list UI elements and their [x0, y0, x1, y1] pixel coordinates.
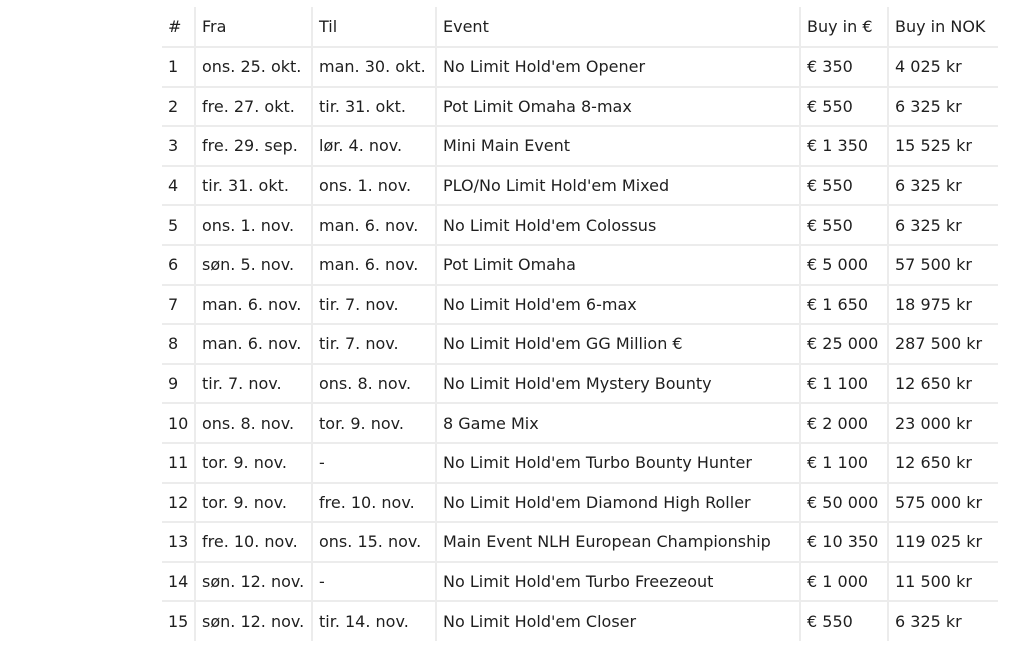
cell-from: ons. 1. nov.	[195, 205, 312, 245]
cell-buyin-nok: 23 000 kr	[888, 403, 998, 443]
cell-from: fre. 10. nov.	[195, 522, 312, 562]
cell-event: Mini Main Event	[436, 126, 800, 166]
cell-buyin-nok: 575 000 kr	[888, 483, 998, 523]
cell-buyin-nok: 287 500 kr	[888, 324, 998, 364]
table-row	[162, 87, 998, 127]
cell-number: 11	[162, 443, 195, 483]
cell-from: tir. 7. nov.	[195, 364, 312, 404]
cell-event: No Limit Hold'em GG Million €	[436, 324, 800, 364]
cell-from: fre. 27. okt.	[195, 87, 312, 127]
cell-buyin-nok: 6 325 kr	[895, 612, 962, 632]
table-row	[162, 443, 998, 483]
cell-buyin-nok: 6 325 kr	[888, 87, 998, 127]
cell-buyin-nok: 12 650 kr	[888, 364, 998, 404]
table-row	[162, 562, 998, 602]
table-row	[162, 166, 998, 206]
cell-buyin-eur: € 550	[800, 205, 888, 245]
cell-from: tir. 31. okt.	[195, 166, 312, 206]
cell-number: 7	[162, 285, 195, 325]
header-buyin-nok: Buy in NOK	[888, 7, 998, 47]
table-row	[162, 126, 998, 166]
cell-from: tor. 9. nov.	[195, 443, 312, 483]
cell-buyin-eur: € 10 350	[800, 522, 888, 562]
cell-buyin-eur: € 50 000	[800, 483, 888, 523]
cell-number: 2	[162, 87, 195, 127]
table-row	[162, 483, 998, 523]
cell-to: -	[312, 562, 436, 602]
cell-to: tir. 31. okt.	[312, 87, 436, 127]
cell-buyin-nok: 12 650 kr	[888, 443, 998, 483]
table-row	[162, 364, 998, 404]
cell-number: 8	[162, 324, 195, 364]
cell-event: No Limit Hold'em Turbo Bounty Hunter	[436, 443, 800, 483]
cell-event: Main Event NLH European Championship	[436, 522, 800, 562]
table-row	[162, 245, 998, 285]
cell-to: ons. 8. nov.	[312, 364, 436, 404]
cell-to: tir. 14. nov.	[312, 601, 436, 641]
cell-event: No Limit Hold'em Opener	[436, 47, 800, 87]
table-row	[162, 601, 998, 641]
cell-from: man. 6. nov.	[195, 324, 312, 364]
cell-number: 6	[162, 245, 195, 285]
header-number: #	[162, 7, 195, 47]
cell-buyin-eur: € 1 000	[800, 562, 888, 602]
cell-from: søn. 12. nov.	[195, 562, 312, 602]
cell-from: fre. 29. sep.	[195, 126, 312, 166]
cell-buyin-eur: € 550	[800, 87, 888, 127]
cell-event: No Limit Hold'em Mystery Bounty	[436, 364, 800, 404]
cell-event: Pot Limit Omaha 8-max	[436, 87, 800, 127]
cell-buyin-eur: € 1 100	[800, 364, 888, 404]
cell-number: 13	[162, 522, 195, 562]
cell-to: man. 30. okt.	[312, 47, 436, 87]
cell-to: lør. 4. nov.	[312, 126, 436, 166]
cell-to: tir. 7. nov.	[312, 285, 436, 325]
cell-number: 12	[162, 483, 195, 523]
cell-to: ons. 15. nov.	[312, 522, 436, 562]
table-row	[162, 285, 998, 325]
cell-number: 4	[162, 166, 195, 206]
cell-buyin-eur: € 1 100	[800, 443, 888, 483]
cell-buyin-eur: € 1 350	[800, 126, 888, 166]
cell-buyin-nok: 6 325 kr	[888, 166, 998, 206]
cell-to: ons. 1. nov.	[312, 166, 436, 206]
cell-event: No Limit Hold'em 6-max	[436, 285, 800, 325]
schedule-table	[162, 7, 998, 641]
cell-from: søn. 12. nov.	[195, 601, 312, 641]
cell-number: 14	[162, 562, 195, 602]
cell-event: No Limit Hold'em Turbo Freezeout	[436, 562, 800, 602]
cell-buyin-eur: € 5 000	[800, 245, 888, 285]
cell-from: tor. 9. nov.	[195, 483, 312, 523]
header-event: Event	[436, 7, 800, 47]
cell-number: 9	[162, 364, 195, 404]
cell-buyin-eur: € 350	[800, 47, 888, 87]
table-row	[162, 205, 998, 245]
cell-to: -	[312, 443, 436, 483]
cell-event: No Limit Hold'em Closer	[436, 601, 800, 641]
cell-buyin-nok: 15 525 kr	[888, 126, 998, 166]
cell-event: No Limit Hold'em Diamond High Roller	[436, 483, 800, 523]
cell-event: Pot Limit Omaha	[436, 245, 800, 285]
cell-to: tir. 7. nov.	[312, 324, 436, 364]
cell-to: man. 6. nov.	[312, 245, 436, 285]
table-row	[162, 403, 998, 443]
cell-from: ons. 8. nov.	[195, 403, 312, 443]
table-row	[162, 324, 998, 364]
table-row	[162, 47, 998, 87]
table-header-row	[162, 7, 998, 47]
cell-buyin-eur: € 25 000	[800, 324, 888, 364]
cell-buyin-eur: € 2 000	[800, 403, 888, 443]
cell-event: PLO/No Limit Hold'em Mixed	[436, 166, 800, 206]
cell-buyin-eur: € 550	[800, 166, 888, 206]
cell-number: 1	[162, 47, 195, 87]
cell-number: 5	[162, 205, 195, 245]
cell-to: man. 6. nov.	[312, 205, 436, 245]
cell-buyin-eur: € 550	[800, 601, 888, 641]
cell-from: ons. 25. okt.	[195, 47, 312, 87]
header-from: Fra	[195, 7, 312, 47]
cell-to: fre. 10. nov.	[312, 483, 436, 523]
cell-event: No Limit Hold'em Colossus	[436, 205, 800, 245]
cell-buyin-nok: 11 500 kr	[888, 562, 998, 602]
cell-buyin-eur: € 1 650	[800, 285, 888, 325]
cell-number: 15	[162, 601, 195, 641]
cell-buyin-nok: 119 025 kr	[888, 522, 998, 562]
cell-from: søn. 5. nov.	[195, 245, 312, 285]
cell-from: man. 6. nov.	[195, 285, 312, 325]
cell-to: tor. 9. nov.	[312, 403, 436, 443]
cell-number: 3	[162, 126, 195, 166]
header-buyin-eur: Buy in €	[800, 7, 888, 47]
cell-buyin-nok: 6 325 kr	[888, 205, 998, 245]
cell-buyin-nok: 57 500 kr	[888, 245, 998, 285]
table-row	[162, 522, 998, 562]
cell-buyin-nok: 18 975 kr	[888, 285, 998, 325]
cell-buyin-nok: 4 025 kr	[888, 47, 998, 87]
header-to: Til	[312, 7, 436, 47]
cell-event: 8 Game Mix	[436, 403, 800, 443]
cell-number: 10	[162, 403, 195, 443]
